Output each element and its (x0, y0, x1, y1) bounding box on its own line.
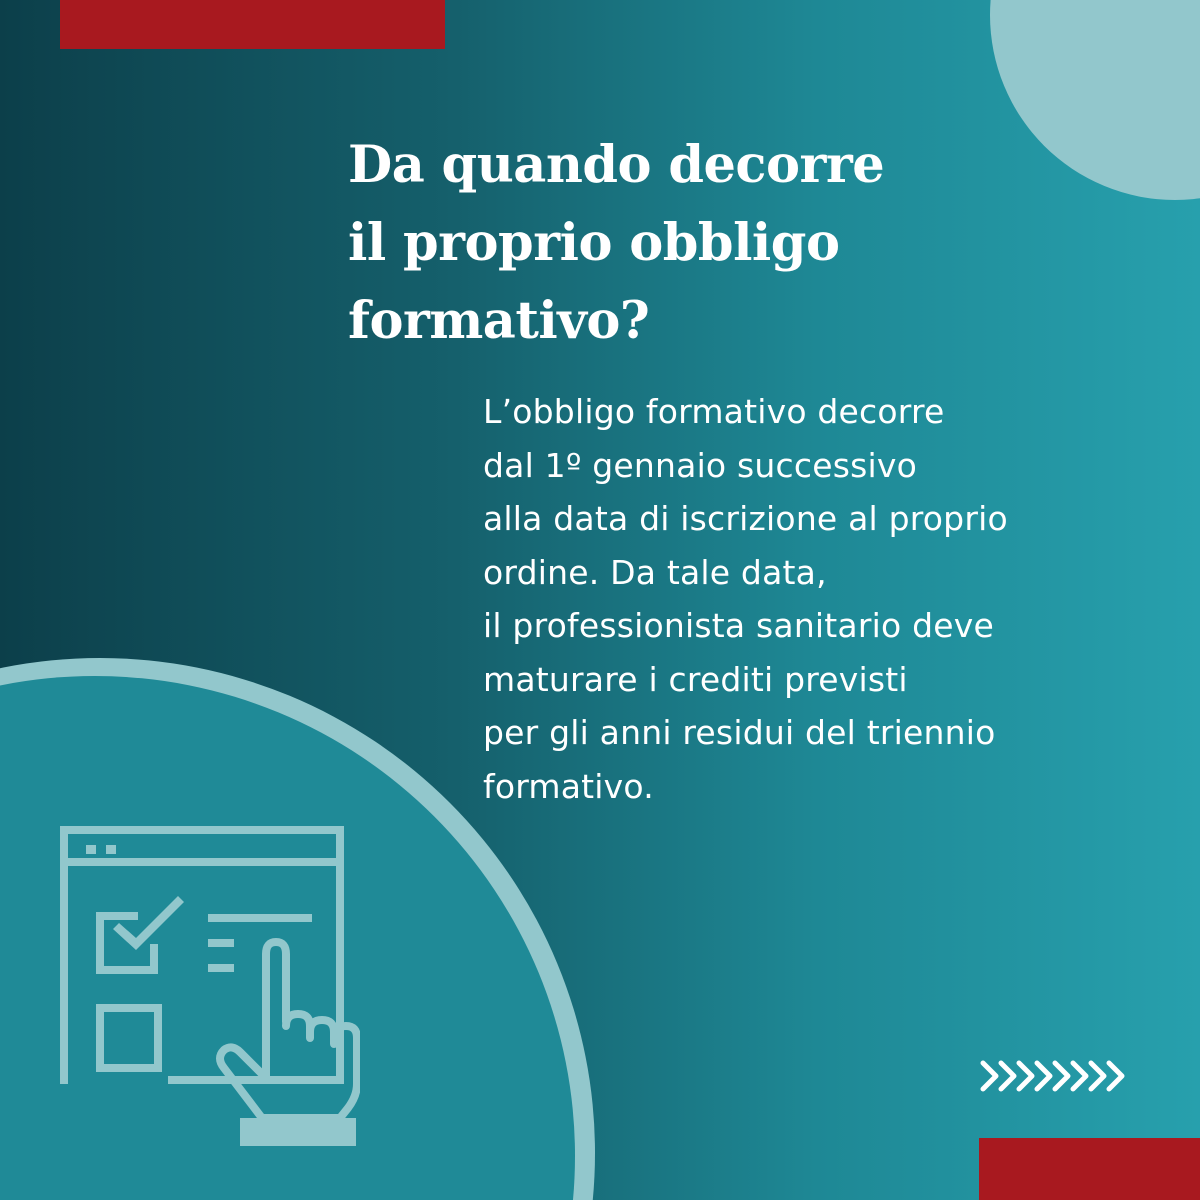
corner-circle-decoration (990, 0, 1200, 200)
body-text: L’obbligo formativo decorre dal 1º gennaio successivo alla data di iscrizione al proprio ordine. Da tale data, il professionista sanitario deve maturare i crediti previsti per gli anni residui del triennio formativo. (483, 392, 1008, 806)
form-checkbox-hand-icon (60, 826, 360, 1146)
bottom-accent-bar (979, 1138, 1200, 1200)
top-accent-bar (60, 0, 445, 49)
chevrons-right-icon (978, 1055, 1133, 1097)
page-title: Da quando decorre il proprio obbligo formativo? (348, 135, 885, 351)
